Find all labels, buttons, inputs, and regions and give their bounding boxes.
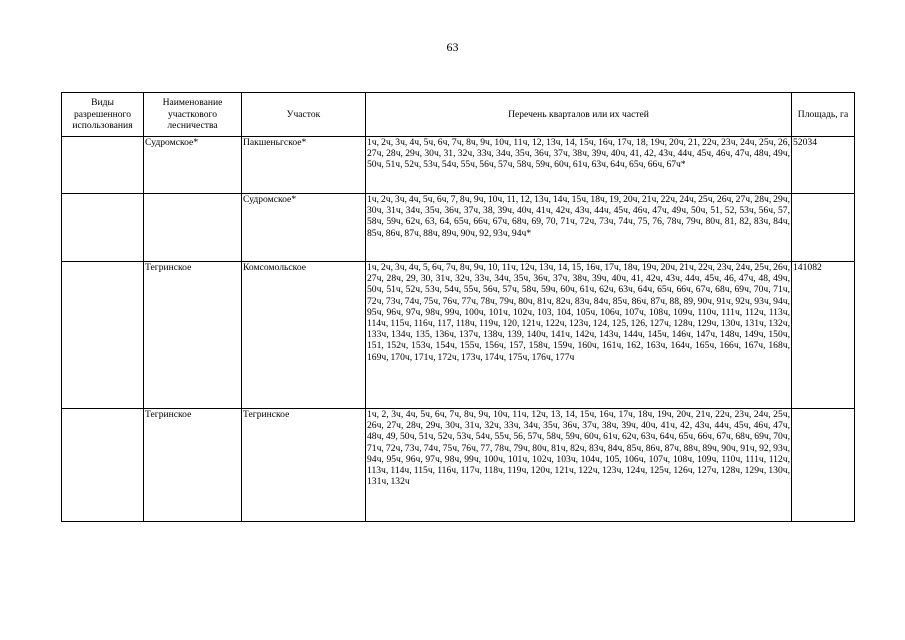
cell-quarters: 1ч, 2ч, 3ч, 4ч, 5, 6ч, 7ч, 8ч, 9ч, 10, 11ч, 12ч, 13ч, 14, 15, 16ч, 17ч, 18ч, 19ч, 20ч, 21ч, 22ч, 23ч, 24ч, 25ч, 26ч, 27ч, 28ч, 29, 30, 31ч, 32ч, 33ч, 34ч, 35ч, 36ч, 37ч, 38ч, 39ч, 40ч, 41, 42ч, 43ч, 44ч, 45ч, 46, 47ч, 48, 49ч, 50ч, 51ч, 52ч, 53ч, 54ч, 55ч, 56ч, 57ч, 58ч, 59ч, 60ч, 61ч, 62ч, 63ч, 64ч, 65ч, 66ч, 67ч, 68ч, 69ч, 70ч, 71ч, 72ч, 73ч, 74ч, 75ч, 76ч, 77ч, 78ч, 79ч, 80ч, 81ч, 82ч, 83ч, 84ч, 85ч, 86ч, 87ч, 88, 89, 90ч, 91ч, 92ч, 93ч, 94ч, 95ч, 96ч, 97ч, 98ч, 99ч, 100ч, 101ч, 102ч, 103, 104, 105ч, 106ч, 107ч, 108ч, 109ч, 110ч, 111ч, 112ч, 113ч, 114ч, 115ч, 116ч, 117, 118ч, 119ч, 120, 121ч, 122ч, 123ч, 124, 125, 126, 127ч, 128ч, 129ч, 130ч, 131ч, 132ч, 133ч, 134ч, 135, 136ч, 137ч, 138ч, 139, 140ч, 141ч, 142ч, 143ч, 144ч, 145ч, 146ч, 147ч, 148ч, 149ч, 150ч, 151, 152ч, 153ч, 154ч, 155ч, 156ч, 157, 158ч, 159ч, 160ч, 161ч, 162, 163ч, 164ч, 165ч, 166ч, 167ч, 168ч, 169ч, 170ч, 171ч, 172ч, 173ч, 174ч, 175ч, 176ч, 177ч (366, 262, 792, 409)
cell-use-type (62, 409, 144, 522)
cell-use-type (62, 137, 144, 194)
table-row (62, 409, 855, 522)
header-forestry: Наименование участкового лесничества (144, 93, 242, 137)
cell-quarters: 1ч, 2ч, 3ч, 4ч, 5ч, 6ч, 7ч, 8ч, 9ч, 10ч, 11ч, 12, 13ч, 14, 15ч, 16ч, 17ч, 18, 19ч, 20ч, 21, 22ч, 23ч, 24ч, 25ч, 26, 27ч, 28ч, 29ч, 30ч, 31, 32ч, 33ч, 34ч, 35ч, 36ч, 37ч, 38ч, 39ч, 40ч, 41, 42, 43ч, 44ч, 45ч, 46ч, 47ч, 48ч, 49ч, 50ч, 51ч, 52ч, 53ч, 54ч, 55ч, 56ч, 57ч, 58ч, 59ч, 60ч, 61ч, 63ч, 64ч, 65ч, 66ч, 67ч* (366, 137, 792, 194)
cell-area (792, 409, 855, 522)
header-use-type: Виды разрешенного использования (62, 93, 144, 137)
cell-use-type (62, 194, 144, 262)
cell-area: 141082 (792, 262, 855, 409)
cell-forestry: Тегринское (144, 262, 242, 409)
cell-section: Судромское* (242, 194, 366, 262)
header-area: Площадь, га (792, 93, 855, 137)
cell-section: Комсомольское (242, 262, 366, 409)
cell-quarters: 1ч, 2ч, 3ч, 4ч, 5ч, 6ч, 7, 8ч, 9ч, 10ч, 11, 12, 13ч, 14ч, 15ч, 18ч, 19, 20ч, 21ч, 22ч, 24ч, 25ч, 26ч, 27ч, 28ч, 29ч, 30ч, 31ч, 34ч, 35ч, 36ч, 37ч, 38, 39ч, 40ч, 41ч, 42ч, 43ч, 44ч, 45ч, 46ч, 47ч, 49ч, 50ч, 51, 52, 53ч, 56ч, 57, 58ч, 59ч, 62ч, 63, 64, 65ч, 66ч, 67ч, 68ч, 69, 70, 71ч, 72ч, 73ч, 74ч, 75, 76, 78ч, 79ч, 80ч, 81, 82, 83ч, 84ч, 85ч, 86ч, 87ч, 88ч, 89ч, 90ч, 92, 93ч, 94ч* (366, 194, 792, 262)
cell-area: 52034 (792, 137, 855, 194)
cell-section: Пакшеньгское* (242, 137, 366, 194)
cell-forestry (144, 194, 242, 262)
table-row (62, 137, 855, 194)
page-number: 63 (446, 40, 459, 54)
header-section: Участок (242, 93, 366, 137)
table-header-row (62, 93, 855, 137)
cell-forestry: Тегринское (144, 409, 242, 522)
header-quarters: Перечень кварталов или их частей (366, 93, 792, 137)
cell-area (792, 194, 855, 262)
cell-quarters: 1ч, 2, 3ч, 4ч, 5ч, 6ч, 7ч, 8ч, 9ч, 10ч, 11ч, 12ч, 13, 14, 15ч, 16ч, 17ч, 18ч, 19ч, 20ч, 21ч, 22ч, 23ч, 24ч, 25ч, 26ч, 27ч, 28ч, 29ч, 30ч, 31ч, 32ч, 33ч, 34ч, 35ч, 36ч, 37ч, 38ч, 39ч, 40ч, 41ч, 42, 43ч, 44ч, 45ч, 46ч, 47ч, 48ч, 49, 50ч, 51ч, 52ч, 53ч, 54ч, 55ч, 56, 57ч, 58ч, 59ч, 60ч, 61ч, 62ч, 63ч, 64ч, 65ч, 66ч, 67ч, 68ч, 69ч, 70ч, 71ч, 72ч, 73ч, 74ч, 75ч, 76ч, 77, 78ч, 79ч, 80ч, 81ч, 82ч, 83ч, 84ч, 85ч, 86ч, 87ч, 88ч, 89ч, 90ч, 91ч, 92, 93ч, 94ч, 95ч, 96ч, 97ч, 98ч, 99ч, 100ч, 101ч, 102ч, 103ч, 104ч, 105, 106ч, 107ч, 108ч, 109ч, 110ч, 111ч, 112ч, 113ч, 114ч, 115ч, 116ч, 117ч, 118ч, 119ч, 120ч, 121ч, 122ч, 123ч, 124ч, 125ч, 126ч, 127ч, 128ч, 129ч, 130ч, 131ч, 132ч (366, 409, 792, 522)
cell-use-type (62, 262, 144, 409)
table-row (62, 262, 855, 409)
cell-forestry: Судромское* (144, 137, 242, 194)
table-row (62, 194, 855, 262)
forest-quarters-table (61, 92, 855, 522)
cell-section: Тегринское (242, 409, 366, 522)
